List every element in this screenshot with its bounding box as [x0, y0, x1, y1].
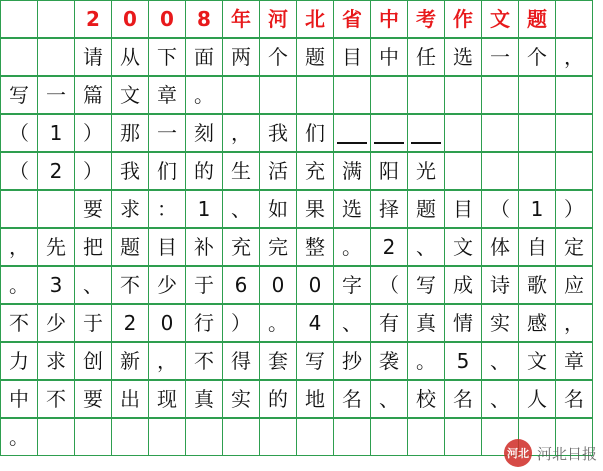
- grid-cell: 请: [74, 38, 112, 76]
- grid-cell: 一: [148, 114, 186, 152]
- grid-cell: 0: [148, 304, 186, 342]
- grid-cell: 写: [0, 76, 38, 114]
- grid-cell: 要: [74, 380, 112, 418]
- grid-cell: [407, 76, 445, 114]
- grid-cell: 人: [518, 380, 556, 418]
- grid-cell: [111, 418, 149, 456]
- grid-cell: 实: [222, 380, 260, 418]
- grid-cell: （: [0, 114, 38, 152]
- grid-cell: 体: [481, 228, 519, 266]
- grid-cell: 写: [296, 342, 334, 380]
- grid-cell: [74, 418, 112, 456]
- grid-cell: 完: [259, 228, 297, 266]
- grid-cell: 不: [0, 304, 38, 342]
- grid-cell: 活: [259, 152, 297, 190]
- grid-cell: 、: [370, 380, 408, 418]
- grid-cell: 题: [518, 0, 556, 38]
- grid-row: [0, 114, 603, 152]
- grid-cell: 实: [481, 304, 519, 342]
- grid-cell: 选: [444, 38, 482, 76]
- grid-cell: [0, 190, 38, 228]
- grid-row: [0, 418, 603, 456]
- grid-cell: [444, 152, 482, 190]
- grid-cell: 1: [518, 190, 556, 228]
- grid-cell: 套: [259, 342, 297, 380]
- grid-cell: 要: [74, 190, 112, 228]
- grid-cell: ，: [555, 38, 593, 76]
- grid-row: [0, 304, 603, 342]
- grid-row: [0, 342, 603, 380]
- grid-cell: 生: [222, 152, 260, 190]
- grid-cell: 、: [222, 190, 260, 228]
- grid-cell: [518, 114, 556, 152]
- grid-cell: 个: [259, 38, 297, 76]
- grid-cell: 、: [481, 380, 519, 418]
- grid-cell: [555, 0, 593, 38]
- grid-row: [0, 76, 603, 114]
- grid-cell: 题: [296, 38, 334, 76]
- grid-row: [0, 152, 603, 190]
- grid-cell: 名: [333, 380, 371, 418]
- grid-cell: 光: [407, 152, 445, 190]
- grid-cell: 充: [296, 152, 334, 190]
- grid-cell: [0, 0, 38, 38]
- grid-cell: 0: [111, 0, 149, 38]
- grid-cell: 目: [333, 38, 371, 76]
- grid-cell: 定: [555, 228, 593, 266]
- grid-cell: [555, 152, 593, 190]
- grid-cell: 从: [111, 38, 149, 76]
- grid-row: [0, 266, 603, 304]
- grid-cell: 年: [222, 0, 260, 38]
- grid-cell: 力: [0, 342, 38, 380]
- grid-cell: 歌: [518, 266, 556, 304]
- grid-cell: 我: [259, 114, 297, 152]
- grid-cell: 刻: [185, 114, 223, 152]
- grid-cell: [444, 418, 482, 456]
- grid-cell: 抄: [333, 342, 371, 380]
- grid-cell: 字: [333, 266, 371, 304]
- grid-cell: 袭: [370, 342, 408, 380]
- grid-cell: 文: [481, 0, 519, 38]
- grid-cell: 感: [518, 304, 556, 342]
- grid-cell: [37, 190, 75, 228]
- grid-cell: 省: [333, 0, 371, 38]
- grid-cell: 文: [444, 228, 482, 266]
- grid-cell: 于: [185, 266, 223, 304]
- grid-row: [0, 380, 603, 418]
- grid-cell: 河: [259, 0, 297, 38]
- grid-cell: 不: [37, 380, 75, 418]
- grid-cell: 目: [444, 190, 482, 228]
- grid-cell: 、: [333, 304, 371, 342]
- grid-cell: 于: [74, 304, 112, 342]
- publisher-logo-icon: 河北: [504, 439, 532, 467]
- grid-cell: 满: [333, 152, 371, 190]
- grid-cell: 。: [0, 418, 38, 456]
- grid-cell: 2: [37, 152, 75, 190]
- grid-cell: 北: [296, 0, 334, 38]
- grid-cell: [0, 38, 38, 76]
- grid-cell: 题: [407, 190, 445, 228]
- grid-cell: 、: [481, 342, 519, 380]
- grid-cell: [407, 418, 445, 456]
- grid-cell: [333, 76, 371, 114]
- grid-cell: [185, 418, 223, 456]
- grid-cell: 果: [296, 190, 334, 228]
- grid-cell: 。: [185, 76, 223, 114]
- grid-cell: 先: [37, 228, 75, 266]
- grid-cell: 2: [370, 228, 408, 266]
- grid-cell: 篇: [74, 76, 112, 114]
- grid-cell: 择: [370, 190, 408, 228]
- grid-cell: 求: [111, 190, 149, 228]
- grid-cell: 。: [259, 304, 297, 342]
- grid-cell: 整: [296, 228, 334, 266]
- grid-cell: ）: [74, 114, 112, 152]
- grid-cell: [333, 418, 371, 456]
- grid-cell: 少: [37, 304, 75, 342]
- grid-cell: 中: [0, 380, 38, 418]
- grid-cell: 少: [148, 266, 186, 304]
- grid-cell: 如: [259, 190, 297, 228]
- grid-cell: 0: [259, 266, 297, 304]
- grid-cell: 一: [481, 38, 519, 76]
- grid-cell: [37, 38, 75, 76]
- grid-cell: 。: [333, 228, 371, 266]
- grid-cell: 现: [148, 380, 186, 418]
- grid-cell: 作: [444, 0, 482, 38]
- grid-cell: [444, 114, 482, 152]
- grid-row: [0, 0, 603, 38]
- grid-cell: 充: [222, 228, 260, 266]
- grid-cell: （: [0, 152, 38, 190]
- grid-cell: 章: [555, 342, 593, 380]
- grid-cell: [518, 152, 556, 190]
- grid-cell: [444, 76, 482, 114]
- grid-cell: 真: [407, 304, 445, 342]
- grid-cell: 新: [111, 342, 149, 380]
- grid-cell: 考: [407, 0, 445, 38]
- grid-cell: ）: [555, 190, 593, 228]
- grid-cell: [555, 418, 593, 456]
- grid-cell: 4: [296, 304, 334, 342]
- grid-cell: 。: [407, 342, 445, 380]
- grid-cell: 写: [407, 266, 445, 304]
- grid-cell: [407, 114, 445, 152]
- grid-row: [0, 38, 603, 76]
- grid-cell: 的: [185, 152, 223, 190]
- grid-cell: [222, 418, 260, 456]
- grid-row: [0, 228, 603, 266]
- grid-cell: 中: [370, 38, 408, 76]
- grid-cell: [481, 152, 519, 190]
- grid-cell: 题: [111, 228, 149, 266]
- grid-cell: [370, 76, 408, 114]
- grid-cell: 出: [111, 380, 149, 418]
- grid-cell: 个: [518, 38, 556, 76]
- grid-cell: （: [481, 190, 519, 228]
- grid-cell: 目: [148, 228, 186, 266]
- grid-cell: （: [370, 266, 408, 304]
- grid-cell: 不: [185, 342, 223, 380]
- grid-cell: [333, 114, 371, 152]
- grid-cell: 求: [37, 342, 75, 380]
- grid-cell: 文: [111, 76, 149, 114]
- grid-cell: 把: [74, 228, 112, 266]
- grid-cell: [259, 418, 297, 456]
- grid-cell: ，: [148, 342, 186, 380]
- grid-cell: 、: [407, 228, 445, 266]
- grid-cell: 应: [555, 266, 593, 304]
- grid-cell: [222, 76, 260, 114]
- grid-cell: 阳: [370, 152, 408, 190]
- grid-cell: 们: [148, 152, 186, 190]
- grid-cell: [481, 76, 519, 114]
- grid-cell: [37, 0, 75, 38]
- grid-cell: 校: [407, 380, 445, 418]
- watermark-label: 河北日报: [536, 444, 597, 463]
- grid-cell: 两: [222, 38, 260, 76]
- grid-cell: ，: [0, 228, 38, 266]
- grid-cell: 那: [111, 114, 149, 152]
- grid-cell: ：: [148, 190, 186, 228]
- grid-cell: 自: [518, 228, 556, 266]
- grid-cell: [555, 114, 593, 152]
- grid-cell: [518, 76, 556, 114]
- grid-cell: ）: [74, 152, 112, 190]
- grid-cell: 们: [296, 114, 334, 152]
- grid-cell: 我: [111, 152, 149, 190]
- grid-cell: 选: [333, 190, 371, 228]
- grid-cell: 成: [444, 266, 482, 304]
- grid-cell: 一: [37, 76, 75, 114]
- grid-cell: 任: [407, 38, 445, 76]
- grid-cell: 名: [555, 380, 593, 418]
- grid-cell: 、: [74, 266, 112, 304]
- grid-cell: 2: [111, 304, 149, 342]
- grid-cell: [259, 76, 297, 114]
- grid-cell: 2: [74, 0, 112, 38]
- grid-cell: 8: [185, 0, 223, 38]
- grid-cell: 得: [222, 342, 260, 380]
- grid-cell: 3: [37, 266, 75, 304]
- grid-cell: [555, 76, 593, 114]
- grid-cell: 不: [111, 266, 149, 304]
- grid-cell: 。: [0, 266, 38, 304]
- grid-cell: [148, 418, 186, 456]
- grid-cell: 地: [296, 380, 334, 418]
- grid-cell: 1: [185, 190, 223, 228]
- grid-cell: 文: [518, 342, 556, 380]
- grid-cell: 5: [444, 342, 482, 380]
- grid-cell: [370, 418, 408, 456]
- grid-cell: [296, 76, 334, 114]
- grid-cell: 有: [370, 304, 408, 342]
- grid-cell: [370, 114, 408, 152]
- grid-cell: 情: [444, 304, 482, 342]
- grid-cell: 诗: [481, 266, 519, 304]
- grid-cell: ，: [222, 114, 260, 152]
- grid-cell: 6: [222, 266, 260, 304]
- grid-cell: 补: [185, 228, 223, 266]
- grid-cell: [518, 418, 556, 456]
- grid-cell: 章: [148, 76, 186, 114]
- grid-cell: 创: [74, 342, 112, 380]
- grid-cell: ，: [555, 304, 593, 342]
- grid-cell: 1: [37, 114, 75, 152]
- grid-cell: 中: [370, 0, 408, 38]
- grid-cell: 下: [148, 38, 186, 76]
- grid-cell: 行: [185, 304, 223, 342]
- grid-cell: 0: [148, 0, 186, 38]
- grid-cell: 名: [444, 380, 482, 418]
- grid-cell: [481, 114, 519, 152]
- grid-row: [0, 190, 603, 228]
- grid-cell: ）: [222, 304, 260, 342]
- grid-cell: 真: [185, 380, 223, 418]
- grid-cell: 的: [259, 380, 297, 418]
- grid-cell: [481, 418, 519, 456]
- grid-cell: 面: [185, 38, 223, 76]
- grid-cell: 0: [296, 266, 334, 304]
- grid-cell: [37, 418, 75, 456]
- grid-cell: [296, 418, 334, 456]
